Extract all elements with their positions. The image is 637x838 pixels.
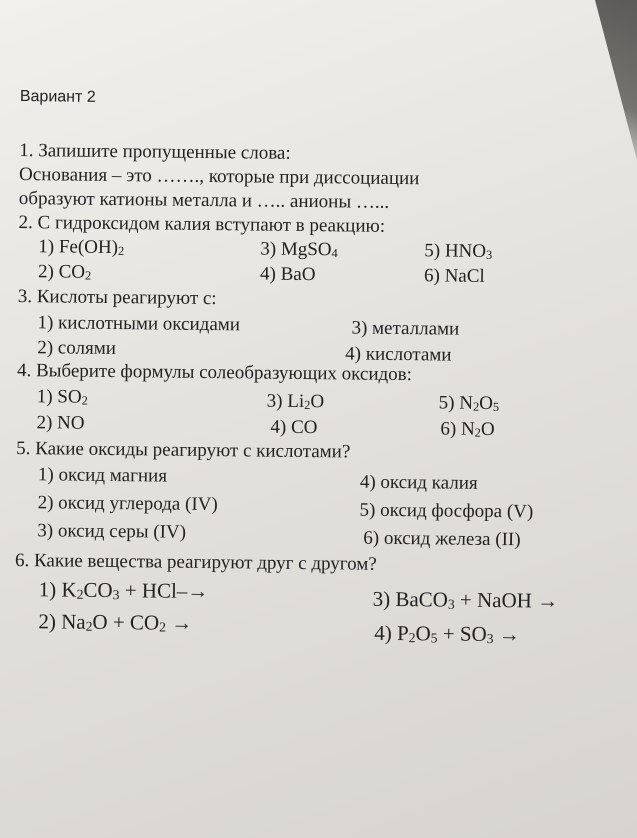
subscript: 2 (84, 268, 92, 283)
q3-option-1: 1) кислотными оксидами (37, 312, 241, 336)
q5-option-6: 6) оксид железа (II) (363, 527, 521, 551)
q3-option-4: 4) кислотами (345, 343, 452, 366)
question-6-options (12, 573, 623, 649)
subscript: 2 (117, 243, 125, 258)
question-6-title: 6. Какие вещества реагируют друг с другом? (14, 549, 377, 575)
q5-option-4: 4) оксид калия (359, 471, 478, 494)
q6-option-1: 1) $K_2CO_3 + HCl-\to$ (38, 577, 209, 604)
q4-option-2: 2) NO (36, 412, 85, 434)
question-4 (14, 359, 625, 439)
question-2-options (16, 235, 626, 291)
subscript: 2 (408, 630, 416, 646)
question-1 (17, 139, 628, 217)
subscript: 2 (85, 618, 93, 634)
subscript: 2 (304, 397, 311, 412)
subscript: 2 (472, 399, 480, 414)
question-6 (12, 549, 623, 649)
q2-option-1: 1) $Fe(OH)_2$ (38, 236, 125, 259)
subscript: 2 (474, 425, 481, 440)
question-2-title: 2. С гидроксидом калия вступают в реакцию: (18, 212, 386, 237)
q6-option-4: 4) $P_2O_5 + SO_3$ → (374, 620, 520, 647)
q6-option-2: 2) $Na_2O + CO_2$ → (38, 609, 193, 635)
q2-option-3: 3) MgSO$_4$ (260, 238, 338, 261)
question-2 (16, 211, 627, 291)
question-3-title: 3. Кислоты реагируют с: (17, 286, 217, 310)
variant-heading: Вариант 2 (19, 88, 96, 106)
q4-option-4: 4) CO (270, 416, 318, 439)
q5-option-2: 2) оксид углерода (IV) (37, 492, 218, 516)
q2-option-6: 6) NaCl (423, 265, 485, 287)
q2-option-4: 4) BaO (259, 263, 316, 286)
q3-option-2: 2) солями (37, 337, 117, 360)
worksheet (12, 88, 628, 649)
question-3 (15, 285, 626, 365)
question-5 (13, 437, 624, 551)
subscript: 3 (485, 247, 493, 262)
subscript: 3 (486, 630, 494, 647)
q5-option-3: 3) оксид серы (IV) (37, 520, 187, 543)
question-5-title: 5. Какие оксиды реагируют с кислотами? (16, 438, 351, 463)
question-1-line-1: Основания – это ……., которые при диссоциации (18, 164, 420, 190)
subscript: 5 (492, 399, 500, 414)
subscript: 2 (76, 586, 84, 602)
q4-option-3: 3) $Li_2O$ (266, 390, 325, 413)
q2-option-2: 2) $CO_2$ (37, 261, 92, 283)
q2-option-5: 5) $HNO_3$ (424, 240, 493, 262)
question-3-options (15, 309, 625, 365)
q4-option-6: 6) $N_2O$ (440, 418, 495, 441)
subscript: 2 (81, 393, 88, 408)
question-4-title: 4. Выберите формулы солеобразующих оксидов: (16, 360, 413, 386)
q3-option-3: 3) металлами (351, 317, 460, 340)
q5-option-5: 5) оксид фосфора (V) (359, 499, 534, 523)
subscript: 3 (112, 587, 120, 603)
question-4-options (14, 383, 624, 439)
subscript: 4 (331, 246, 338, 261)
q6-option-3: 3) BaCO$_3$ + NaOH → (372, 586, 559, 613)
q4-option-5: 5) $N_2O_5$ (438, 392, 500, 414)
q5-option-1: 1) оксид магния (37, 464, 168, 487)
question-5-options (13, 461, 624, 551)
question-1-title: 1. Запишите пропущенные слова: (19, 140, 291, 164)
subscript: 3 (447, 596, 455, 612)
subscript: 2 (159, 619, 167, 635)
subscript: 5 (430, 630, 438, 646)
q4-option-1: 1) $SO_2$ (36, 386, 88, 408)
question-1-line-2: образуют катионы металла и ….. анионы …... (18, 188, 390, 213)
